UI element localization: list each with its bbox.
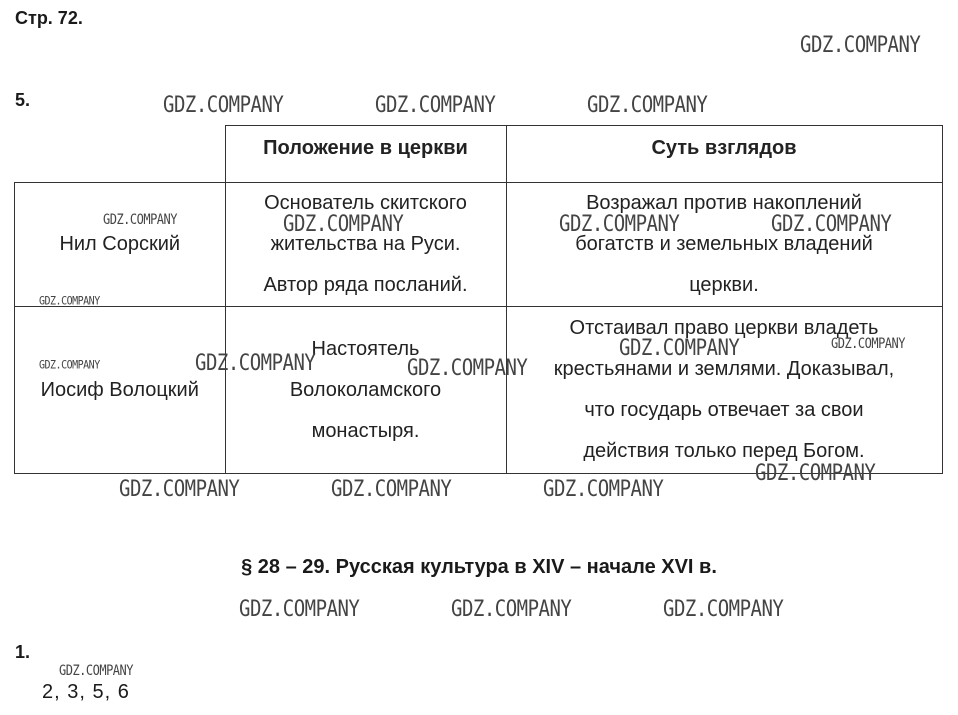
views-line: Отстаивал право церкви владеть [569,317,879,339]
position-line: Волоколамского [289,378,442,401]
position-line: жительства на Руси. [270,233,461,255]
watermark: GDZ.COMPANY [755,460,876,486]
position-cell [225,183,506,307]
views-cell [506,307,942,474]
views-line: что государь отвечает за свои [584,399,864,421]
task-1-answer: 2, 3, 5, 6 [42,681,130,703]
views-line: крестьянами и землями. Доказывал, [553,358,895,380]
header-position: Положение в церкви [225,126,506,183]
watermark: GDZ.COMPANY [195,350,316,376]
watermark: GDZ.COMPANY [239,596,360,622]
person-name: Иосиф Волоцкий [15,307,226,474]
watermark: GDZ.COMPANY [587,92,708,118]
section-title: § 28 – 29. Русская культура в XIV – начале XVI в. [241,556,717,578]
task-5-number: 5. [15,90,31,110]
header-views: Суть взглядов [506,126,942,183]
position-line: Настоятель [311,337,420,360]
watermark: GDZ.COMPANY [543,476,664,502]
header-empty-cell [15,126,226,183]
watermark: GDZ.COMPANY [559,211,680,237]
views-line: действия только перед Богом. [583,440,865,462]
watermark: GDZ.COMPANY [831,335,905,352]
watermark: GDZ.COMPANY [451,596,572,622]
watermark: GDZ.COMPANY [283,211,404,237]
position-line: монастыря. [311,419,420,442]
position-line: Основатель скитского [264,192,467,214]
views-cell [506,183,942,307]
position-cell [225,307,506,474]
task-1-number: 1. [15,642,31,662]
watermark: GDZ.COMPANY [663,596,784,622]
watermark: GDZ.COMPANY [375,92,496,118]
watermark: GDZ.COMPANY [103,211,177,228]
watermark: GDZ.COMPANY [619,335,740,361]
watermark: GDZ.COMPANY [163,92,284,118]
watermark: GDZ.COMPANY [119,476,240,502]
views-line: Возражал против накоплений [586,192,862,214]
watermark: GDZ.COMPANY [331,476,452,502]
watermark: GDZ.COMPANY [771,211,892,237]
watermark: GDZ.COMPANY [39,295,100,308]
watermark: GDZ.COMPANY [59,662,133,679]
views-line: богатств и земельных владений [575,233,873,255]
watermark: GDZ.COMPANY [800,32,921,58]
views-line: церкви. [689,274,759,296]
table-row [15,307,943,474]
table-header-row [15,126,943,183]
position-line: Автор ряда посланий. [263,274,468,296]
table-row [15,183,943,307]
watermark: GDZ.COMPANY [39,359,100,372]
person-name: Нил Сорский [15,183,226,307]
watermark: GDZ.COMPANY [407,355,528,381]
answer-table [14,125,943,474]
page-label: Стр. 72. [15,8,83,28]
